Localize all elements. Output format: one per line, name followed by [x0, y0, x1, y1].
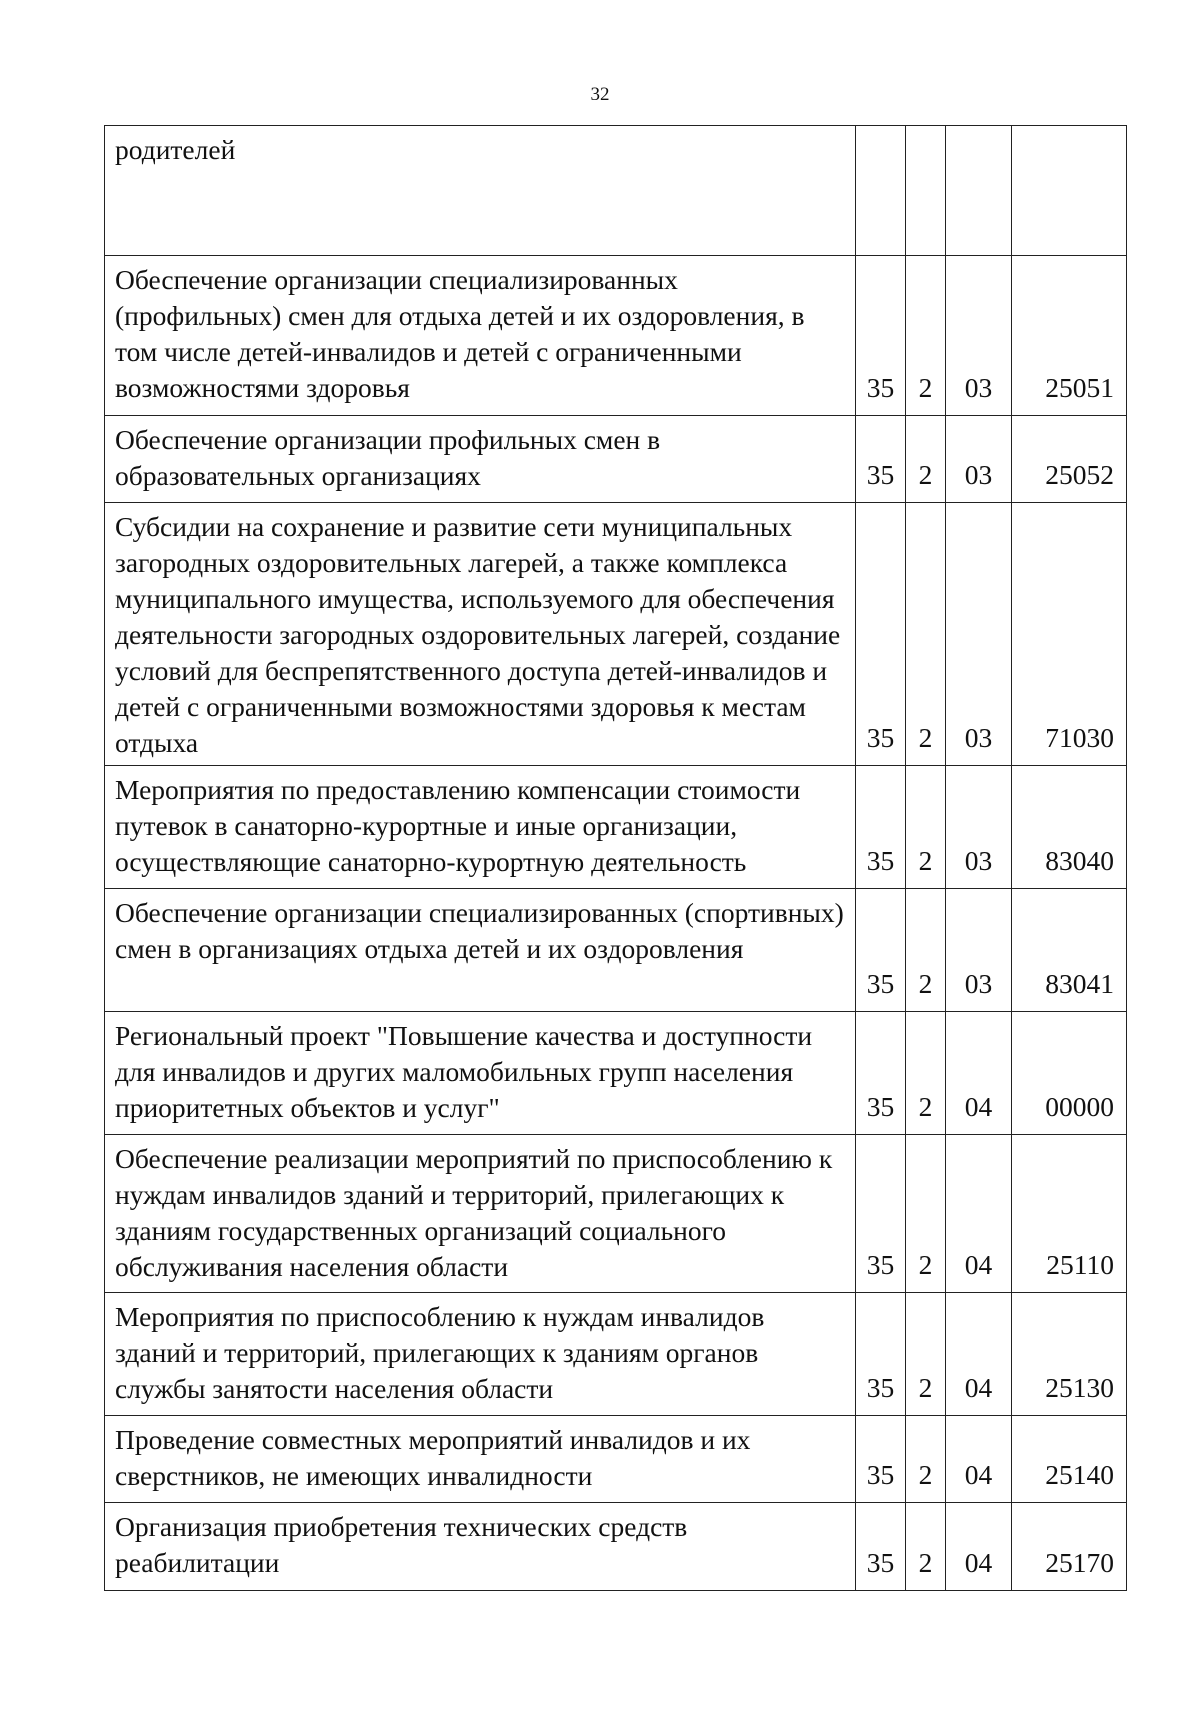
row-code2: 2 [906, 1416, 946, 1503]
row-code1: 35 [856, 889, 906, 1012]
table-row [105, 503, 1127, 766]
row-code3: 04 [946, 1503, 1012, 1591]
page-number: 32 [590, 84, 610, 105]
row-code3 [946, 126, 1012, 256]
row-code4: 25110 [1012, 1135, 1127, 1293]
row-description: Обеспечение организации специализированных (профильных) смен для отдыха детей и их оздоровления, в том числе детей-инвалидов и детей с ограниченными возможностями здоровья [105, 256, 856, 416]
row-code2: 2 [906, 416, 946, 503]
table-row [105, 1416, 1127, 1503]
table-row [105, 1503, 1127, 1591]
row-code1: 35 [856, 1012, 906, 1135]
row-code1: 35 [856, 416, 906, 503]
row-code3: 03 [946, 416, 1012, 503]
row-code4: 25051 [1012, 256, 1127, 416]
row-code2: 2 [906, 1503, 946, 1591]
table-row [105, 126, 1127, 256]
table-row [105, 1135, 1127, 1293]
table-row [105, 889, 1127, 1012]
row-code4: 25130 [1012, 1293, 1127, 1416]
row-code2: 2 [906, 766, 946, 889]
row-code2: 2 [906, 1012, 946, 1135]
row-description: Организация приобретения технических средств реабилитации [105, 1503, 856, 1591]
table-row [105, 1293, 1127, 1416]
row-code3: 04 [946, 1135, 1012, 1293]
row-code1 [856, 126, 906, 256]
row-code3: 04 [946, 1293, 1012, 1416]
row-code2: 2 [906, 889, 946, 1012]
row-code2: 2 [906, 503, 946, 766]
row-code3: 04 [946, 1012, 1012, 1135]
row-code4: 00000 [1012, 1012, 1127, 1135]
row-description: Обеспечение организации специализированных (спортивных) смен в организациях отдыха детей и их оздоровления [105, 889, 856, 1012]
row-description: родителей [105, 126, 856, 256]
row-code2: 2 [906, 1135, 946, 1293]
row-code1: 35 [856, 256, 906, 416]
row-code4: 25170 [1012, 1503, 1127, 1591]
row-code2: 2 [906, 256, 946, 416]
row-code3: 03 [946, 889, 1012, 1012]
row-code4: 25052 [1012, 416, 1127, 503]
row-code1: 35 [856, 1135, 906, 1293]
row-code4: 25140 [1012, 1416, 1127, 1503]
row-code4: 83040 [1012, 766, 1127, 889]
row-code3: 03 [946, 503, 1012, 766]
row-code3: 03 [946, 766, 1012, 889]
row-code4: 83041 [1012, 889, 1127, 1012]
row-code1: 35 [856, 1416, 906, 1503]
budget-classification-table [104, 125, 1127, 1591]
row-description: Обеспечение организации профильных смен в образовательных организациях [105, 416, 856, 503]
row-code3: 03 [946, 256, 1012, 416]
row-description: Обеспечение реализации мероприятий по приспособлению к нуждам инвалидов зданий и территорий, прилегающих к зданиям государственных организаций социального обслуживания населения области [105, 1135, 856, 1293]
row-code1: 35 [856, 503, 906, 766]
row-code1: 35 [856, 1503, 906, 1591]
row-code2 [906, 126, 946, 256]
row-description: Мероприятия по приспособлению к нуждам инвалидов зданий и территорий, прилегающих к зданиям органов службы занятости населения области [105, 1293, 856, 1416]
row-description: Проведение совместных мероприятий инвалидов и их сверстников, не имеющих инвалидности [105, 1416, 856, 1503]
row-code4 [1012, 126, 1127, 256]
table-row [105, 256, 1127, 416]
row-code3: 04 [946, 1416, 1012, 1503]
row-description: Субсидии на сохранение и развитие сети муниципальных загородных оздоровительных лагерей, а также комплекса муниципального имущества, используемого для обеспечения деятельности загородных оздоровительных лагерей, создание условий для беспрепятственного доступа детей-инвалидов и детей с ограниченными возможностями здоровья к местам отдыха [105, 503, 856, 766]
table-row [105, 1012, 1127, 1135]
row-code1: 35 [856, 1293, 906, 1416]
row-description: Региональный проект "Повышение качества и доступности для инвалидов и других маломобильных групп населения приоритетных объектов и услуг" [105, 1012, 856, 1135]
table-row [105, 766, 1127, 889]
table-row [105, 416, 1127, 503]
row-code4: 71030 [1012, 503, 1127, 766]
row-code1: 35 [856, 766, 906, 889]
row-code2: 2 [906, 1293, 946, 1416]
table-body [105, 126, 1127, 1591]
row-description: Мероприятия по предоставлению компенсации стоимости путевок в санаторно-курортные и иные организации, осуществляющие санаторно-курортную деятельность [105, 766, 856, 889]
